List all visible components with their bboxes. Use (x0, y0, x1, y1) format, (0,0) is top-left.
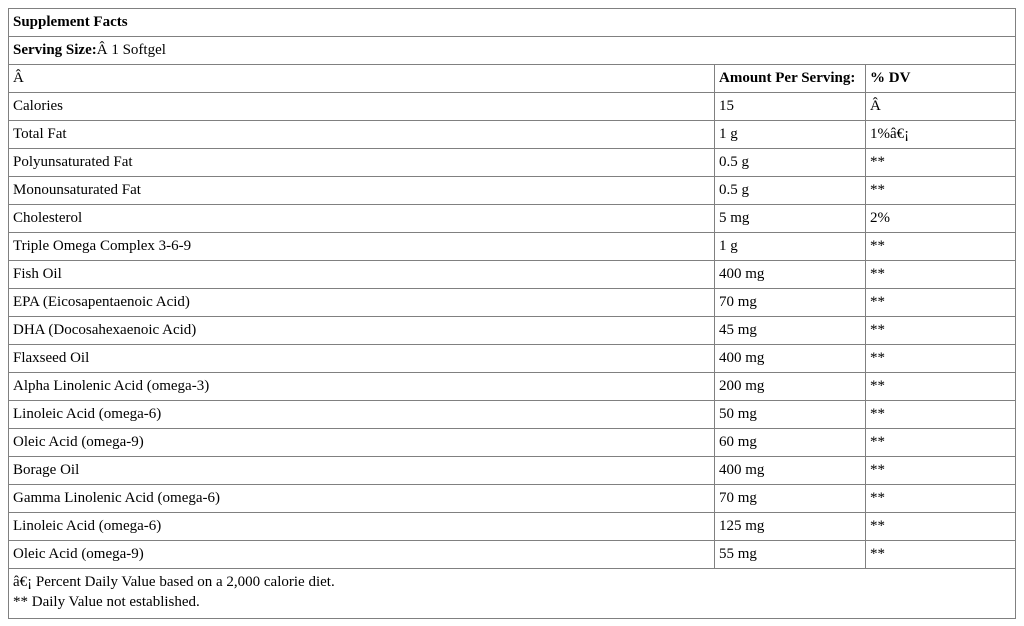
nutrient-name: EPA (Eicosapentaenoic Acid) (9, 289, 715, 316)
nutrient-dv: Â (870, 98, 881, 114)
nutrient-amount: 55 mg (715, 541, 866, 568)
nutrient-dv: ** (870, 350, 885, 366)
nutrient-amount: 400 mg (715, 457, 866, 484)
nutrient-amount: 0.5 g (715, 149, 866, 176)
nutrient-amount: 70 mg (715, 485, 866, 512)
nutrient-amount: 1 g (715, 233, 866, 260)
serving-size (9, 37, 1015, 64)
nutrient-name: Fish Oil (9, 261, 715, 288)
table-row (9, 541, 1015, 569)
table-title: Supplement Facts (13, 14, 128, 30)
nutrient-dv: ** (870, 182, 885, 198)
table-row (9, 177, 1015, 205)
table-row (9, 317, 1015, 345)
table-row (9, 289, 1015, 317)
nutrient-amount: 15 (715, 93, 866, 120)
nutrient-dv: ** (870, 406, 885, 422)
nutrient-amount: 60 mg (715, 429, 866, 456)
footnote-not-established: ** Daily Value not established. (13, 594, 200, 610)
nutrient-dv: ** (870, 322, 885, 338)
serving-size-row (9, 37, 1015, 65)
nutrient-name: Oleic Acid (omega-9) (9, 429, 715, 456)
nutrient-dv: ** (870, 378, 885, 394)
nutrient-name: Flaxseed Oil (9, 345, 715, 372)
nutrient-name: Polyunsaturated Fat (9, 149, 715, 176)
nutrient-name: Linoleic Acid (omega-6) (9, 513, 715, 540)
nutrient-rows (9, 93, 1015, 569)
nutrient-name: Calories (9, 93, 715, 120)
table-row (9, 373, 1015, 401)
nutrient-amount: 125 mg (715, 513, 866, 540)
table-row (9, 401, 1015, 429)
nutrient-dv: ** (870, 434, 885, 450)
nutrient-amount: 70 mg (715, 289, 866, 316)
table-row (9, 457, 1015, 485)
nutrient-amount: 200 mg (715, 373, 866, 400)
header-amount-cell: Amount Per Serving: (715, 65, 866, 92)
table-row (9, 429, 1015, 457)
nutrient-dv: ** (870, 154, 885, 170)
nutrient-dv: ** (870, 462, 885, 478)
nutrient-amount: 0.5 g (715, 177, 866, 204)
nutrient-amount: 400 mg (715, 261, 866, 288)
nutrient-dv: ** (870, 266, 885, 282)
nutrient-name: DHA (Docosahexaenoic Acid) (9, 317, 715, 344)
header-dv-cell: % DV (870, 70, 911, 86)
table-row (9, 485, 1015, 513)
nutrient-amount: 50 mg (715, 401, 866, 428)
supplement-facts-table (8, 8, 1016, 619)
nutrient-name: Linoleic Acid (omega-6) (9, 401, 715, 428)
table-row (9, 149, 1015, 177)
header-row (9, 65, 1015, 93)
nutrient-dv: ** (870, 238, 885, 254)
table-row (9, 233, 1015, 261)
footnote-percent-dv: â€¡ Percent Daily Value based on a 2,000 calorie diet. (13, 574, 335, 590)
nutrient-dv: 2% (870, 210, 890, 226)
nutrient-amount: 1 g (715, 121, 866, 148)
nutrient-dv: ** (870, 490, 885, 506)
nutrient-name: Total Fat (9, 121, 715, 148)
nutrient-name: Cholesterol (9, 205, 715, 232)
title-row (9, 9, 1015, 37)
table-row (9, 261, 1015, 289)
nutrient-name: Gamma Linolenic Acid (omega-6) (9, 485, 715, 512)
nutrient-amount: 400 mg (715, 345, 866, 372)
nutrient-dv: ** (870, 294, 885, 310)
table-row (9, 121, 1015, 149)
serving-size-label: Serving Size: (13, 42, 97, 58)
nutrient-dv: ** (870, 518, 885, 534)
table-row (9, 345, 1015, 373)
footnotes (9, 569, 1015, 618)
header-name-cell: Â (9, 65, 715, 92)
nutrient-name: Oleic Acid (omega-9) (9, 541, 715, 568)
nutrient-amount: 45 mg (715, 317, 866, 344)
table-row (9, 93, 1015, 121)
table-row (9, 205, 1015, 233)
nutrient-name: Alpha Linolenic Acid (omega-3) (9, 373, 715, 400)
nutrient-name: Borage Oil (9, 457, 715, 484)
nutrient-amount: 5 mg (715, 205, 866, 232)
nutrient-dv: 1%â€¡ (870, 126, 910, 142)
nutrient-dv: ** (870, 546, 885, 562)
nutrient-name: Triple Omega Complex 3-6-9 (9, 233, 715, 260)
serving-size-value: Â 1 Softgel (96, 42, 166, 58)
nutrient-name: Monounsaturated Fat (9, 177, 715, 204)
table-row (9, 513, 1015, 541)
